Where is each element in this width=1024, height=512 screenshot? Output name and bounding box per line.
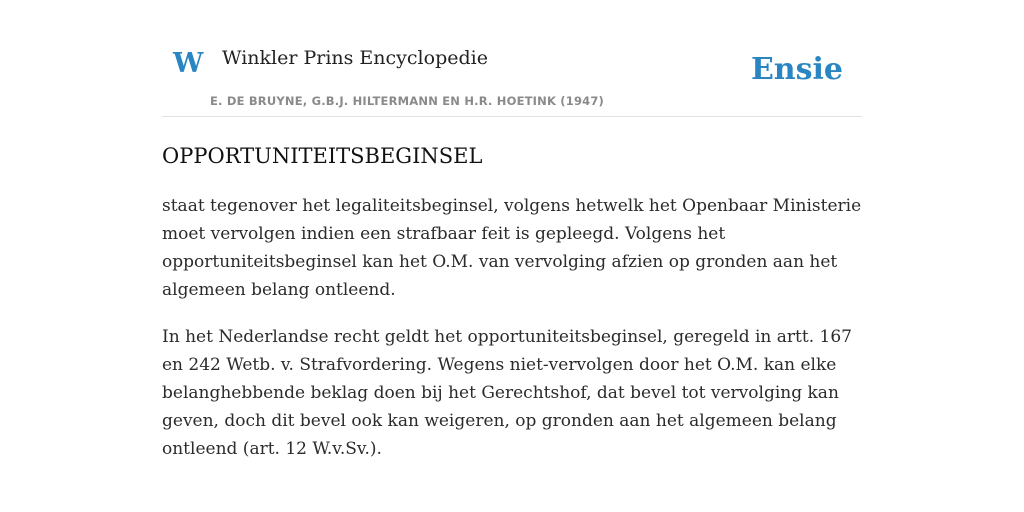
source-header [162, 0, 862, 117]
article-content [162, 192, 862, 482]
ensie-logo[interactable]: Ensie [750, 52, 843, 87]
source-logo[interactable]: W [173, 48, 204, 79]
article-paragraph: staat tegenover het legaliteitsbeginsel, volgens hetwelk het Openbaar Ministerie moet vervolgen indien een strafbaar feit is gepleegd. Volgens het opportuniteitsbeginsel kan het O.M. van vervolging afzien op gronden aan het algemeen belang ontleend. [162, 196, 862, 300]
source-title[interactable]: Winkler Prins Encyclopedie [222, 47, 488, 69]
source-authors: E. DE BRUYNE, G.B.J. HILTERMANN EN H.R. HOETINK (1947) [210, 94, 605, 108]
entry-title: OPPORTUNITEITSBEGINSEL [162, 144, 483, 168]
article-paragraph: In het Nederlandse recht geldt het opportuniteitsbeginsel, geregeld in artt. 167 en 242 Wetb. v. Strafvordering. Wegens niet-vervolgen door het O.M. kan elke belanghebbende beklag doen bij het Gerechtshof, dat bevel tot vervolging kan geven, doch dit bevel ook kan weigeren, op gronden aan het algemeen belang ontleend (art. 12 W.v.Sv.). [162, 327, 852, 459]
